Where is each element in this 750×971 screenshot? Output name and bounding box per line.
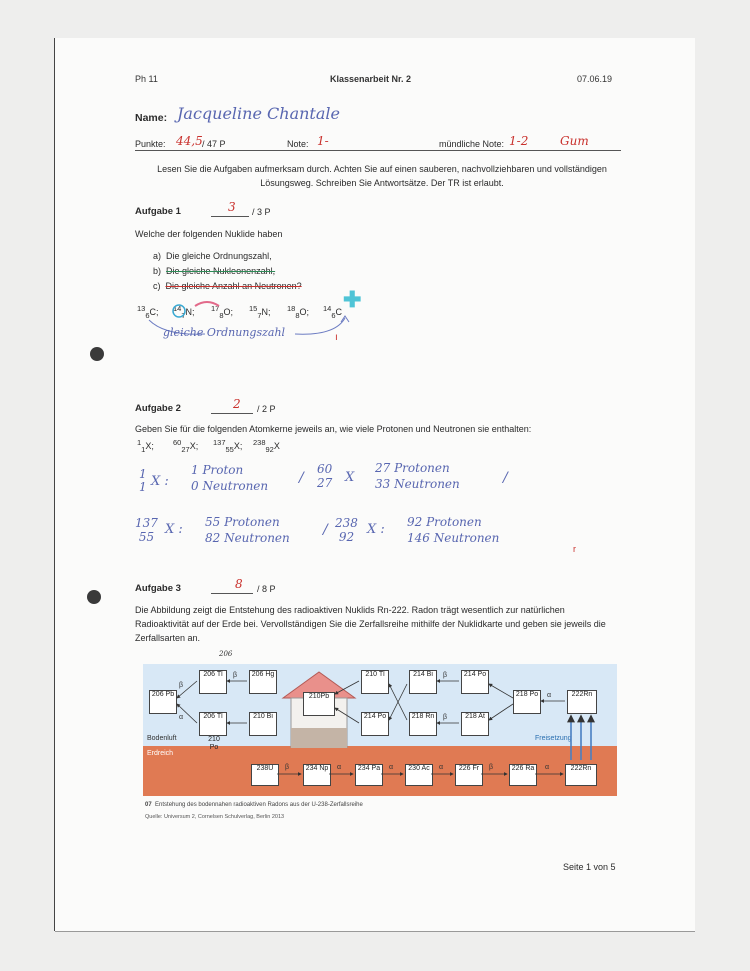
box-218po: 218 Po [513,690,541,714]
label-alpha-3: α [439,764,444,771]
nuclide-3-mass: 17 [211,304,220,313]
task3-score: 8 [235,577,243,591]
nuclide-6-sym: C [335,307,343,317]
task2-nuclide-1-z: 1 [141,444,146,454]
answer-3-x: X : [165,522,183,537]
answer-4 [407,514,499,546]
task2-nuclide-2-mass: 60 [173,438,182,447]
nuclide-1-sym: C [149,307,157,317]
answer-3-z: 55 [138,530,155,544]
nuclide-3-z: 8 [219,310,224,320]
nuclide-5-mass: 18 [287,304,296,313]
label-beta-4: β [443,714,448,721]
task3-max: / 8 P [257,584,276,594]
nuclide-5-z: 8 [295,310,300,320]
answer-2-protons: 27 Protonen [375,461,450,475]
answer-2-z: 27 [317,476,333,490]
nuclide-6-z: 6 [331,310,336,320]
figure-number: 07 [145,802,152,808]
nuclide-5: $^{18}_8$O; [287,304,310,320]
answer-1-x: X : [151,474,169,489]
teacher-initials: Gum [560,134,589,148]
task3-prompt: Die Abbildung zeigt die Entstehung des radioaktiven Nuklids Rn-222. Radon trägt wesentlich zur natürlichen Radioaktivität auf der Erde bei. Vervollständigen Sie die Zerfallsreihe mithilfe der Nuklidkarte und geben sie jeweils die Zerfallsarten an. [135,605,606,643]
nuclide-4-mass: 15 [249,304,258,313]
figure-caption [145,802,363,808]
box-230ac: 230 Ac [405,764,433,786]
task2-nuclide-4-sym: X [273,441,280,451]
answer-4-z: 92 [338,530,355,544]
punch-hole-top [90,347,104,361]
nuclide-1-mass: 13 [137,304,146,313]
answer-1-symbol [139,468,147,494]
task2-nuclide-1-sym: X [145,441,152,451]
box-206pb: 206 Pb [149,690,177,714]
answer-separator-2: / [503,470,508,486]
nuclide-4-z: 7 [257,310,262,320]
answer-1-mass: 1 [139,467,147,481]
subject: Ph 11 [135,74,158,84]
nuclide-4-sym: N [261,307,269,317]
box-206hg: 206 Hg [249,670,277,694]
answer-3 [205,514,290,546]
points-total: / 47 P [202,139,226,149]
task2-prompt: Geben Sie für die folgenden Atomkerne jeweils an, wie viele Protonen und Neutronen sie enthalten: [135,424,532,434]
answer-4-neutrons: 146 Neutronen [407,531,500,545]
task1-option-c [153,281,302,291]
answer-separator-3: / [323,522,328,538]
task3-score-line [211,593,253,594]
answer-2-symbol [317,462,332,490]
nuclide-4: $^{15}_7$N; [249,304,271,320]
points-row-line [135,150,621,151]
task2-nuclide-3: $^{137}_{55}$X; [213,438,243,454]
task2-nuclide-3-sym: X [233,441,240,451]
box-226fr: 226 Fr [455,764,483,786]
task2-title: Aufgabe 2 [135,403,181,414]
task2-nuclide-3-mass: 137 [213,438,226,447]
box-210bi: 210 Bi [249,712,277,736]
answer-4-mass: 238 [335,516,358,530]
task1-option-a [153,251,272,261]
label-alpha-5: α [547,692,552,699]
task2-nuclide-3-z: 55 [225,444,234,454]
exam-title: Klassenarbeit Nr. 2 [330,74,412,84]
task2-nuclide-1-mass: 1 [137,438,142,447]
task1-title: Aufgabe 1 [135,206,181,217]
option-a-text: Die gleiche Ordnungszahl, [166,251,272,261]
box-222rn-bottom: 222Rn [565,764,597,786]
box-234pa: 234 Pa [355,764,383,786]
task1-max: / 3 P [252,207,271,217]
task1-annotation-marks [135,294,375,354]
task2-score: 2 [233,397,241,411]
nuclide-5-sym: O [299,307,307,317]
answer-1-neutrons: 0 Neutronen [191,479,269,493]
box-218at: 218 At [461,712,489,736]
plus-mark-icon: ✚ [343,287,362,312]
task1-check-mark: ı [335,332,338,343]
punch-hole-bottom [87,590,101,604]
name-label: Name: [135,112,168,124]
answer-3-mass: 137 [135,516,158,530]
task2-nuclide-2-sym: X [189,441,196,451]
nuclide-2: $^{14}_7$N; [173,304,195,320]
bodenluft-label: Bodenluft [147,735,177,742]
answer-3-neutrons: 82 Neutronen [205,531,290,545]
box-238u: 238U [251,764,279,786]
option-a-label: a) [153,251,162,261]
option-c-label: c) [153,281,161,291]
grade-value: 1- [317,134,329,148]
answer-separator-1: / [299,470,304,486]
answer-1-z: 1 [139,480,147,494]
page-footer: Seite 1 von 5 [563,862,616,872]
points-value: 44,5 [176,134,203,148]
option-b-text: Die gleiche Nukleonenzahl, [166,266,276,276]
house-pb-label: 210Pb [308,693,330,700]
box-226ra: 226 Ra [509,764,537,786]
task1-prompt: Welche der folgenden Nuklide haben [135,229,283,239]
student-name: Jacqueline Chantale [177,104,340,123]
answer-3-protons: 55 Protonen [205,515,280,529]
box-210tl: 210 Tl [361,670,389,694]
oral-grade-label: mündliche Note: [439,139,505,149]
points-label: Punkte: [135,139,166,149]
oral-grade-value: 1-2 [509,134,529,148]
box-mid-206tl: 206 Tl [199,712,227,736]
answer-3-symbol [135,516,158,544]
decay-arrows [143,664,617,796]
answer-1 [191,462,268,494]
answer-1-protons: 1 Proton [191,463,244,477]
task2-nuclide-2: $^{60}_{27}$X; [173,438,199,454]
box-222rn-top: 222Rn [567,690,597,714]
nuclide-3-sym: O [223,307,231,317]
erdreich-label: Erdreich [147,750,174,757]
answer-4-symbol [335,516,358,544]
nuclide-2-z: 7 [181,310,186,320]
exam-sheet [55,38,695,931]
label-beta-1: β [285,764,290,771]
answer-4-x: X : [367,522,385,537]
freisetzung-label: Freisetzung [535,735,572,742]
task2-max: / 2 P [257,404,276,414]
option-b-label: b) [153,266,162,276]
task3-title: Aufgabe 3 [135,583,181,594]
extra-206: 206 [219,650,233,658]
answer-2-neutrons: 33 Neutronen [375,477,460,491]
label-beta-5: β [233,672,238,679]
decay-diagram [143,650,617,796]
nuclide-6-mass: 14 [323,304,332,313]
box-mid-214po: 214 Po [361,712,389,736]
task2-nuclide-4-mass: 238 [253,438,266,447]
nuclide-2-sym: N [185,307,193,317]
grade-label: Note: [287,139,309,149]
task2-check-mark: r [573,544,576,554]
answer-2 [375,460,460,492]
label-beta-2: β [489,764,494,771]
task1-option-b [153,266,275,276]
box-top-214po: 214 Po [461,670,489,694]
box-214bi: 214 Bi [409,670,437,694]
box-top-206tl: 206 Tl [199,670,227,694]
task1-handwriting: gleiche Ordnungszahl [163,326,286,339]
box-218rn: 218 Rn [409,712,437,736]
label-alpha-2: α [389,764,394,771]
answer-4-protons: 92 Protonen [407,515,482,529]
label-alpha-6: α [179,714,184,721]
box-234np: 234 Np [303,764,331,786]
nuclide-3: $^{17}_8$O; [211,304,234,320]
box-210po: 210 Po [208,736,220,751]
figure-source: Quelle: Universum 2, Cornelsen Schulverlag, Berlin 2013 [145,814,285,820]
option-c-text: Die gleiche Anzahl an Neutronen? [165,281,302,291]
task2-nuclide-1: $^1_1$X; [137,438,154,454]
label-beta-6: β [179,682,184,689]
nuclide-1-z: 6 [145,310,150,320]
answer-2-mass: 60 [317,462,333,476]
instructions: Lesen Sie die Aufgaben aufmerksam durch. Achten Sie auf einen sauberen, nachvollziehbaren und vollständigen Lösungsweg. Schreiben Sie Antwortsätze. Der TR ist erlaubt. [157,164,607,188]
nuclide-1: $^{13}_6$C; [137,304,159,320]
exam-date: 07.06.19 [577,74,613,84]
task2-nuclide-4 [253,438,280,454]
label-alpha-1: α [337,764,342,771]
figure-caption-text: Entstehung des bodennahen radioaktiven Radons aus der U-238-Zerfallsreihe [155,802,363,808]
task2-score-line [211,413,253,414]
task2-nuclide-4-z: 92 [265,444,274,454]
nuclide-2-mass: 14 [173,304,182,313]
label-beta-3: β [443,672,448,679]
task1-score-line [211,216,249,217]
answer-2-x: X [345,470,355,485]
task1-score: 3 [228,200,236,214]
task2-nuclide-2-z: 27 [181,444,190,454]
label-alpha-4: α [545,764,550,771]
